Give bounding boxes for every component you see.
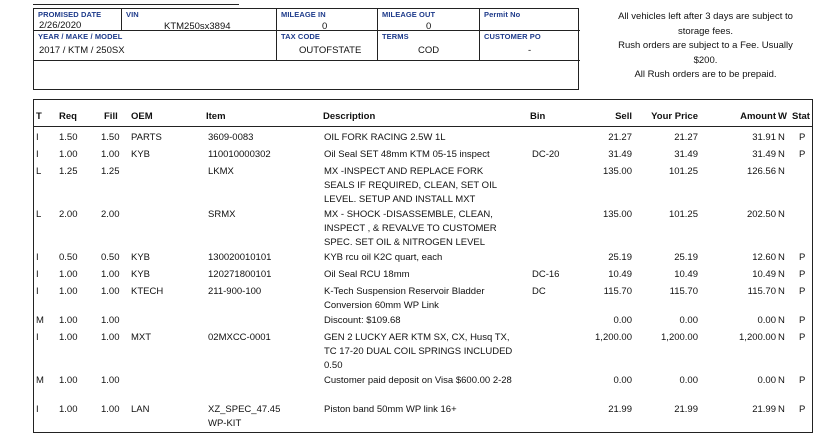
mileage-out-label: MILEAGE OUT [382, 10, 436, 19]
cell-w: N [778, 166, 785, 177]
cell-t: L [36, 166, 42, 177]
cell-your: 31.49 [674, 149, 698, 160]
cell-desc: Discount: $109.68 [324, 315, 401, 326]
cell-t: I [36, 252, 39, 263]
customer-po-label: CUSTOMER PO [484, 32, 541, 41]
cell-desc: Oil Seal RCU 18mm [324, 269, 410, 280]
permit-cell [480, 9, 580, 31]
cell-req: 1.00 [59, 315, 78, 326]
cell-bin: DC-16 [532, 269, 560, 280]
cell-item: 3609-0083 [208, 132, 254, 143]
customer-po-cell [480, 31, 580, 61]
tax-code-label: TAX CODE [281, 32, 320, 41]
mileage-in-label: MILEAGE IN [281, 10, 326, 19]
cell-w: N [778, 375, 785, 386]
cell-fill: 1.50 [101, 132, 120, 143]
cell-item: 211-900-100 [208, 286, 262, 297]
cell-stat: P [799, 132, 806, 143]
cell-req: 1.00 [59, 269, 78, 280]
cell-your: 101.25 [668, 166, 698, 177]
cell-fill: 2.00 [101, 209, 120, 220]
terms-label: TERMS [382, 32, 409, 41]
cell-w: N [778, 209, 785, 220]
cell-sell: 0.00 [613, 315, 632, 326]
header-divider [34, 126, 812, 127]
cell-req: 1.00 [59, 404, 78, 415]
notice-line: All Rush orders are to be prepaid. [634, 69, 777, 80]
cell-your: 25.19 [674, 252, 698, 263]
cell-your: 101.25 [668, 209, 698, 220]
cell-fill: 0.50 [101, 252, 120, 263]
col-header-description: Description [323, 111, 376, 122]
cell-stat: P [799, 404, 806, 415]
cell-req: 1.00 [59, 332, 78, 343]
terms-cell [378, 31, 480, 61]
cell-sell: 135.00 [602, 166, 632, 177]
cell-w: N [778, 269, 785, 280]
cell-sell: 25.19 [608, 252, 632, 263]
cell-item: 130020010101 [208, 252, 272, 263]
cell-fill: 1.00 [101, 149, 120, 160]
cell-your: 21.27 [674, 132, 698, 143]
cell-t: I [36, 269, 39, 280]
col-header-bin: Bin [530, 111, 546, 122]
cell-amount: 0.00 [757, 315, 776, 326]
cell-amount: 31.91 [752, 132, 776, 143]
cell-desc: MX -INSPECT AND REPLACE FORK SEALS IF REQUIRED, CLEAN, SET OIL LEVEL. SETUP AND INSTALL MXT [324, 166, 497, 205]
customer-po-value: - [528, 45, 532, 56]
cell-oem: MXT [131, 332, 152, 343]
mileage-in-cell [277, 9, 378, 31]
cell-fill: 1.00 [101, 332, 120, 343]
cell-t: M [36, 375, 44, 386]
cell-t: M [36, 315, 44, 326]
cell-item: SRMX [208, 209, 236, 220]
cell-req: 1.25 [59, 166, 78, 177]
cell-your: 10.49 [674, 269, 698, 280]
cell-your: 0.00 [679, 315, 698, 326]
cell-t: I [36, 149, 39, 160]
cell-t: L [36, 209, 42, 220]
year-make-model-cell [34, 31, 277, 61]
promised-date-cell [34, 9, 122, 31]
col-header-stat: Stat [792, 111, 810, 122]
permit-label: Permit No [484, 10, 521, 19]
cell-sell: 0.00 [613, 375, 632, 386]
terms-value: COD [418, 45, 440, 56]
cell-fill: 1.00 [101, 269, 120, 280]
col-header-fill: Fill [104, 111, 118, 122]
promised-date-label: PROMISED DATE [38, 10, 102, 19]
cell-desc: GEN 2 LUCKY AER KTM SX, CX, Husq TX, TC 17-20 DUAL COIL SPRINGS INCLUDED 0.50 [324, 332, 513, 371]
cell-desc: Oil Seal SET 48mm KTM 05-15 inspect [324, 149, 490, 160]
col-header-type: T [36, 111, 42, 122]
cell-sell: 21.99 [608, 404, 632, 415]
line-items-table [33, 99, 813, 433]
cell-amount: 12.60 [752, 252, 776, 263]
mileage-in-value: 0 [322, 21, 328, 32]
cell-item: 120271800101 [208, 269, 272, 280]
cell-fill: 1.00 [101, 315, 120, 326]
mileage-out-cell [378, 9, 480, 31]
cell-sell: 31.49 [608, 149, 632, 160]
cell-req: 1.00 [59, 286, 78, 297]
cell-item: XZ_SPEC_47.45WP-KIT [208, 404, 281, 429]
year-make-model-value: 2017 / KTM / 250SX [39, 45, 125, 56]
cell-w: N [778, 252, 785, 263]
cell-desc: K-Tech Suspension Reservoir Bladder Conversion 60mm WP Link [324, 286, 485, 311]
cell-req: 1.50 [59, 132, 78, 143]
cell-amount: 10.49 [752, 269, 776, 280]
cell-stat: P [799, 315, 806, 326]
shop-notice [588, 10, 823, 83]
cell-item: 02MXCC-0001 [208, 332, 271, 343]
cell-req: 0.50 [59, 252, 78, 263]
cell-desc: KYB rcu oil K2C quart, each [324, 252, 443, 263]
cell-req: 1.00 [59, 375, 78, 386]
cell-item: 110010000302 [208, 149, 271, 160]
col-header-amount: Amount [740, 111, 776, 122]
cell-w: N [778, 315, 785, 326]
header-top-line [33, 4, 239, 5]
cell-sell: 115.70 [603, 286, 632, 297]
cell-sell: 10.49 [608, 269, 632, 280]
cell-amount: 0.00 [757, 375, 776, 386]
cell-stat: P [799, 252, 806, 263]
cell-stat: P [799, 286, 806, 297]
cell-amount: 126.56 [746, 166, 776, 177]
col-header-oem: OEM [131, 111, 153, 122]
cell-your: 1,200.00 [661, 332, 698, 343]
cell-t: I [36, 286, 39, 297]
cell-stat: P [799, 332, 806, 343]
cell-amount: 21.99 [752, 404, 776, 415]
cell-stat: P [799, 375, 806, 386]
cell-fill: 1.00 [101, 286, 120, 297]
cell-amount: 31.49 [752, 149, 776, 160]
cell-w: N [778, 404, 785, 415]
notice-line: Rush orders are subject to a Fee. Usually [618, 40, 793, 51]
cell-w: N [778, 132, 785, 143]
cell-fill: 1.25 [101, 166, 120, 177]
tax-code-cell [277, 31, 378, 61]
cell-oem: LAN [131, 404, 150, 415]
tax-code-value: OUTOFSTATE [299, 45, 362, 56]
cell-sell: 1,200.00 [595, 332, 632, 343]
cell-w: N [778, 149, 785, 160]
col-header-req: Req [59, 111, 77, 122]
cell-t: I [36, 132, 39, 143]
cell-bin: DC-20 [532, 149, 560, 160]
job-header-box [33, 8, 579, 90]
notice-line: $200. [693, 54, 718, 66]
notice-line: storage fees. [678, 25, 733, 37]
mileage-out-value: 0 [426, 21, 432, 32]
cell-t: I [36, 332, 39, 343]
cell-oem: KTECH [131, 286, 164, 297]
cell-sell: 135.00 [602, 209, 632, 220]
cell-oem: KYB [131, 252, 151, 263]
cell-req: 1.00 [59, 149, 78, 160]
col-header-your-price: Your Price [651, 111, 698, 122]
cell-w: N [778, 332, 785, 343]
cell-sell: 21.27 [608, 132, 632, 143]
col-header-sell: Sell [615, 111, 632, 122]
promised-date-value: 2/26/2020 [39, 20, 82, 31]
cell-amount: 115.70 [747, 286, 776, 297]
vin-label: VIN [126, 10, 139, 19]
cell-your: 115.70 [669, 286, 698, 297]
cell-t: I [36, 404, 39, 415]
cell-oem: KYB [131, 149, 151, 160]
col-header-item: Item [206, 111, 226, 122]
cell-amount: 202.50 [746, 209, 776, 220]
vin-value: KTM250sx3894 [164, 21, 231, 32]
notice-line: All vehicles left after 3 days are subject to [618, 11, 793, 22]
cell-req: 2.00 [59, 209, 78, 220]
cell-fill: 1.00 [101, 375, 120, 386]
year-make-model-label: YEAR / MAKE / MODEL [38, 32, 123, 41]
col-header-w: W [778, 111, 787, 122]
cell-fill: 1.00 [101, 404, 120, 415]
cell-oem: KYB [131, 269, 151, 280]
cell-item: LKMX [208, 166, 234, 177]
cell-amount: 1,200.00 [739, 332, 776, 343]
cell-desc: Customer paid deposit on Visa $600.00 2-28 [324, 375, 512, 386]
vin-cell [122, 9, 277, 31]
cell-stat: P [799, 149, 806, 160]
cell-your: 21.99 [674, 404, 698, 415]
cell-w: N [778, 286, 785, 297]
cell-oem: PARTS [131, 132, 162, 143]
cell-bin: DC [532, 286, 546, 297]
cell-desc: OIL FORK RACING 2.5W 1L [324, 132, 446, 143]
cell-desc: MX - SHOCK -DISASSEMBLE, CLEAN, INSPECT , & REVALVE TO CUSTOMER SPEC. SET OIL & NITROGEN LEVEL [324, 209, 497, 248]
cell-desc: Piston band 50mm WP link 16+ [324, 404, 457, 415]
cell-stat: P [799, 269, 806, 280]
cell-your: 0.00 [679, 375, 698, 386]
